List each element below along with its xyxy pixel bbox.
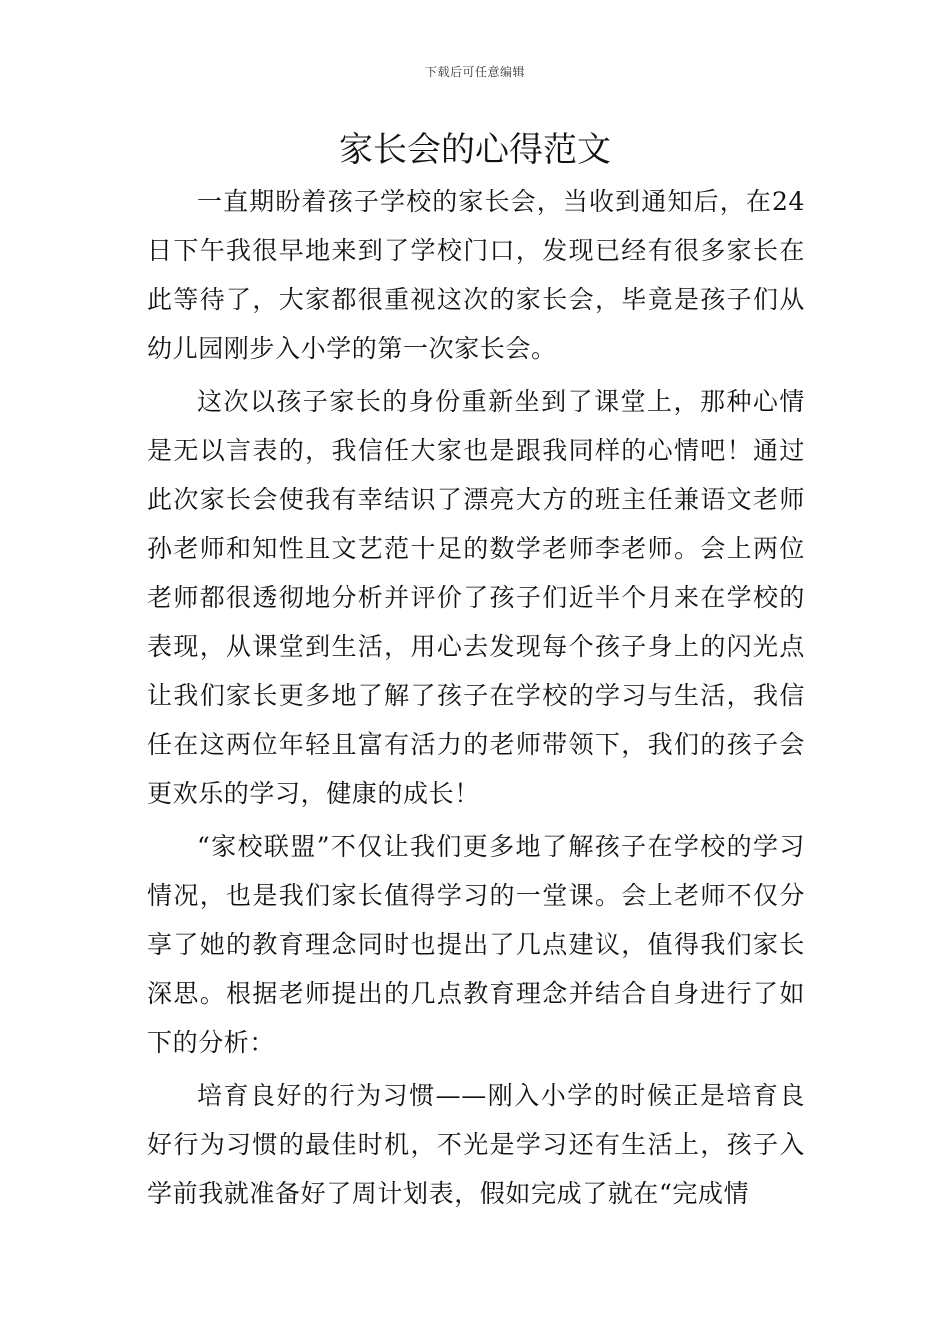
paragraph-3: “家校联盟”不仅让我们更多地了解孩子在学校的学习情况，也是我们家长值得学习的一堂课。会上老师不仅分享了她的教育理念同时也提出了几点建议，值得我们家长深思。根据老师提出的几点教育理念并结合自身进行了如下的分析： — [147, 832, 805, 1057]
page-title: 家长会的心得范文 — [339, 130, 611, 170]
paragraph-2: 这次以孩子家长的身份重新坐到了课堂上，那种心情是无以言表的，我信任大家也是跟我同样的心情吧！通过此次家长会使我有幸结识了漂亮大方的班主任兼语文老师孙老师和知性且文艺范十足的数学老师李老师。会上两位老师都很透彻地分析并评价了孩子们近半个月来在学校的表现，从课堂到生活，用心去发现每个孩子身上的闪光点让我们家长更多地了解了孩子在学校的学习与生活，我信任在这两位年轻且富有活力的老师带领下，我们的孩子会更欢乐的学习，健康的成长！ — [147, 387, 805, 808]
paragraph-4: 培育良好的行为习惯——刚入小学的时候正是培育良好行为习惯的最佳时机，不光是学习还有生活上，孩子入学前我就准备好了周计划表，假如完成了就在“完成情 — [147, 1081, 805, 1208]
document-body — [147, 177, 805, 1218]
header-note: 下载后可任意编辑 — [424, 65, 525, 79]
paragraph-1: 一直期盼着孩子学校的家长会，当收到通知后，在24日下午我很早地来到了学校门口，发现已经有很多家长在此等待了，大家都很重视这次的家长会，毕竟是孩子们从幼儿园刚步入小学的第一次家长会。 — [147, 187, 805, 363]
